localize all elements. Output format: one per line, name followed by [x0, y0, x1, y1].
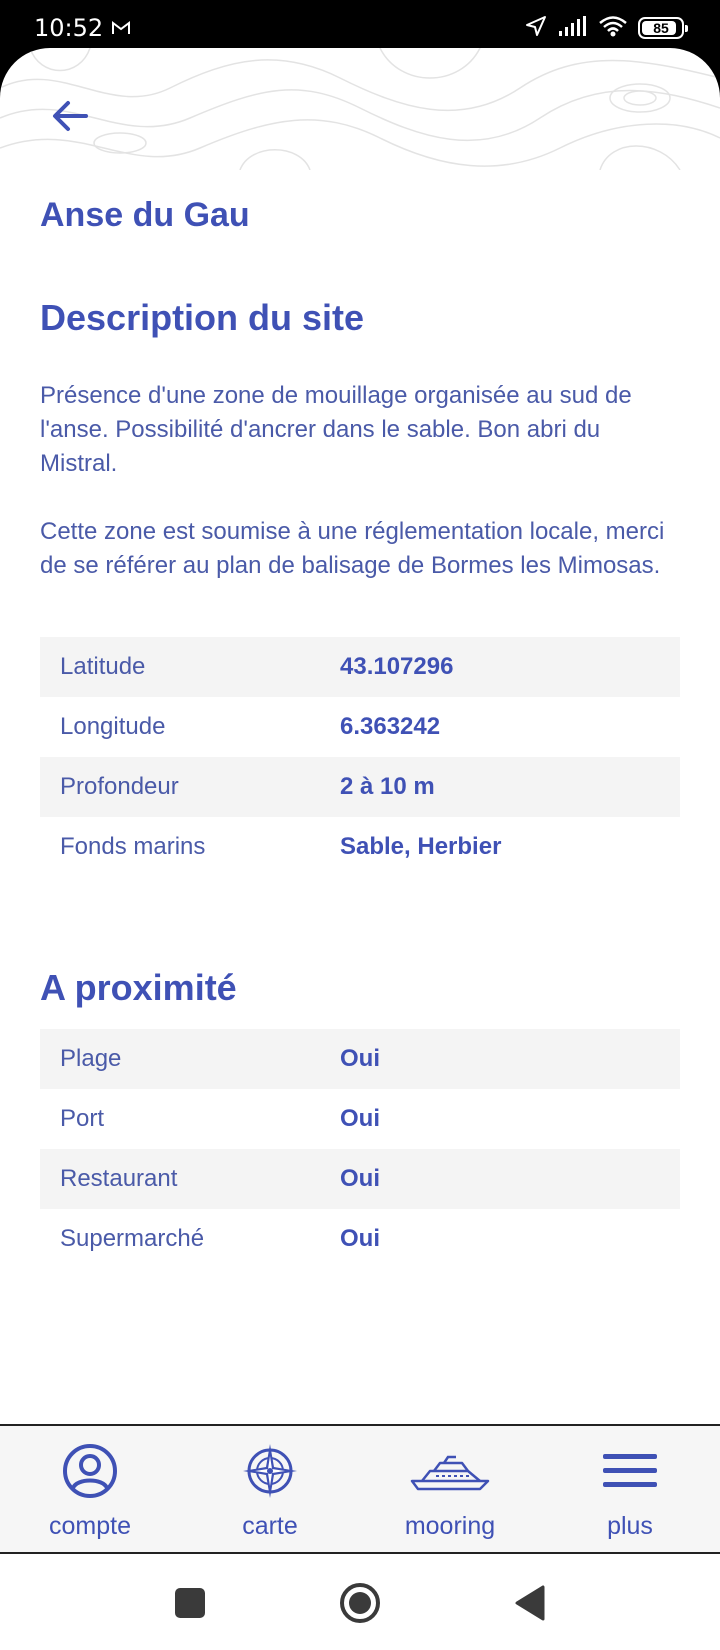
row-label: Profondeur — [60, 773, 179, 800]
row-label: Restaurant — [60, 1165, 178, 1192]
nav-item-plus[interactable] — [540, 1426, 720, 1552]
nav-item-carte[interactable] — [180, 1426, 360, 1552]
row-value: 6.363242 — [340, 713, 441, 740]
nearby-table — [40, 1029, 680, 1269]
location-icon — [524, 14, 548, 43]
table-row — [40, 697, 680, 757]
menu-icon — [595, 1440, 665, 1502]
battery-level: 85 — [653, 20, 669, 36]
clock: 10:52 — [34, 14, 104, 42]
account-icon — [55, 1440, 125, 1502]
triangle-back-icon — [513, 1584, 547, 1622]
row-label: Supermarché — [60, 1225, 205, 1252]
row-value: Oui — [340, 1105, 380, 1132]
table-row — [40, 1209, 680, 1269]
nav-item-mooring[interactable] — [360, 1426, 540, 1552]
row-label: Fonds marins — [60, 833, 206, 860]
nav-label: plus — [607, 1512, 653, 1540]
gmail-icon — [111, 14, 131, 42]
row-value: 43.107296 — [340, 653, 454, 680]
details-table — [40, 637, 680, 877]
site-detail-screen — [0, 48, 720, 1424]
square-icon — [173, 1586, 207, 1620]
table-row — [40, 757, 680, 817]
nav-label: mooring — [404, 1512, 496, 1540]
status-right — [524, 14, 684, 43]
table-row — [40, 1029, 680, 1089]
signal-icon — [558, 15, 588, 42]
nav-label: compte — [49, 1512, 131, 1540]
table-row — [40, 1149, 680, 1209]
arrow-left-icon — [50, 99, 90, 133]
battery-icon — [638, 17, 684, 39]
description-paragraph: Cette zone est soumise à une réglementation locale, merci de se référer au plan de balisage de Bormes les Mimosas. — [40, 518, 665, 579]
page-title: Anse du Gau — [40, 196, 250, 234]
row-value: Oui — [340, 1045, 380, 1072]
row-label: Latitude — [60, 653, 146, 680]
row-label: Port — [60, 1105, 105, 1132]
row-value: 2 à 10 m — [340, 773, 435, 800]
description-title: Description du site — [40, 297, 365, 338]
description-text — [40, 379, 680, 583]
description-paragraph: Présence d'une zone de mouillage organisée au sud de l'anse. Possibilité d'ancrer dans le sable. Bon abri du Mistral. — [40, 382, 632, 477]
recent-apps-button[interactable] — [165, 1578, 215, 1628]
row-value: Oui — [340, 1165, 380, 1192]
system-nav-bar — [0, 1554, 720, 1650]
nav-item-compte[interactable] — [0, 1426, 180, 1552]
boat-icon — [408, 1440, 492, 1502]
table-row — [40, 817, 680, 877]
content — [40, 196, 680, 1269]
row-label: Plage — [60, 1045, 122, 1072]
nav-label: carte — [242, 1512, 298, 1540]
row-label: Longitude — [60, 713, 166, 740]
table-row — [40, 1089, 680, 1149]
home-button[interactable] — [335, 1578, 385, 1628]
status-left — [34, 14, 131, 42]
wifi-icon — [598, 15, 628, 42]
nearby-title: A proximité — [40, 967, 237, 1008]
home-circle-icon — [338, 1581, 382, 1625]
compass-icon — [235, 1440, 305, 1502]
row-value: Sable, Herbier — [340, 833, 502, 860]
back-nav-button[interactable] — [505, 1578, 555, 1628]
table-row — [40, 637, 680, 697]
topographic-pattern — [0, 48, 720, 170]
back-button[interactable] — [44, 94, 96, 138]
row-value: Oui — [340, 1225, 380, 1252]
bottom-nav — [0, 1424, 720, 1554]
